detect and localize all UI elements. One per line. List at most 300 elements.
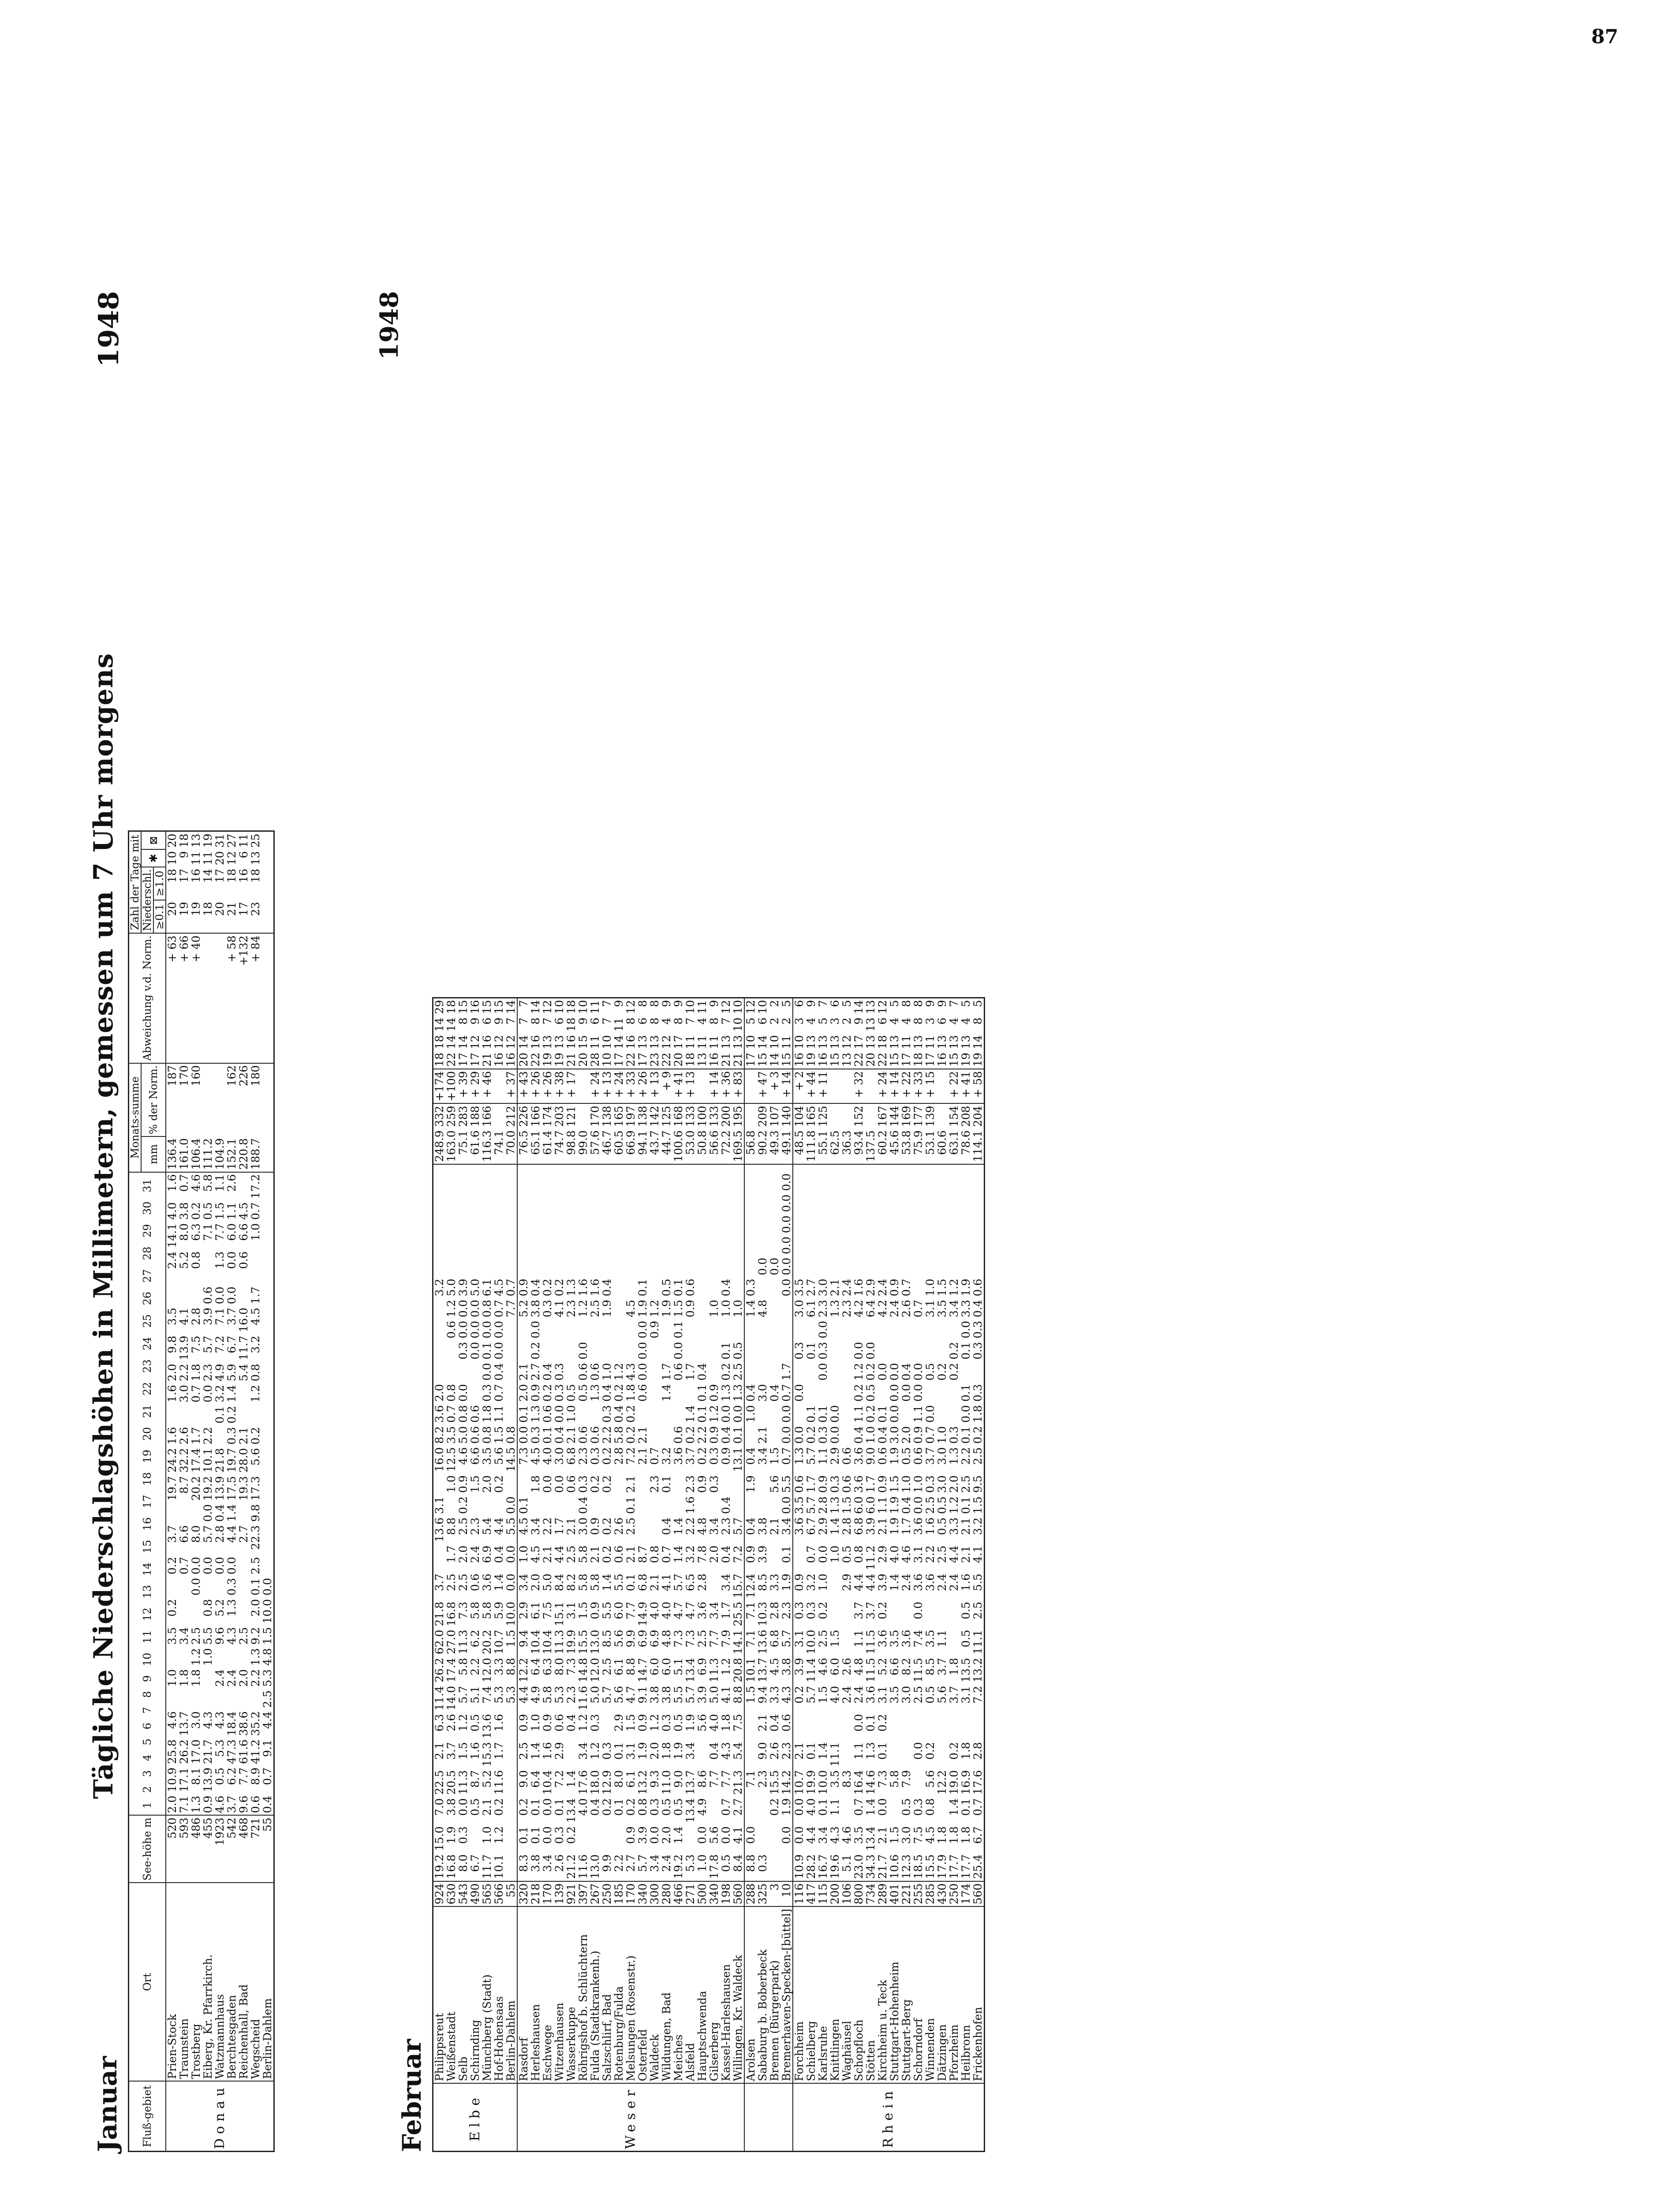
days-box: 12 bbox=[744, 998, 757, 1016]
daily-value bbox=[900, 1319, 912, 1340]
daily-value: 3.7 bbox=[684, 1447, 697, 1465]
daily-value bbox=[757, 1403, 769, 1424]
days-snow: 7 bbox=[517, 1016, 530, 1033]
daily-value bbox=[900, 1712, 912, 1741]
daily-value: 6.8 bbox=[852, 1517, 865, 1535]
daily-value: 2.6 bbox=[445, 1714, 458, 1732]
days-box: 7 bbox=[517, 998, 530, 1016]
daily-value bbox=[577, 1214, 589, 1235]
daily-value: 1.4 bbox=[529, 1742, 542, 1760]
days-box: 8 bbox=[912, 1000, 925, 1007]
daily-value: 0.5 bbox=[672, 1714, 685, 1732]
daily-value: 0.3 bbox=[589, 1714, 601, 1732]
daily-value bbox=[661, 1403, 672, 1424]
days-ge10: 11 bbox=[780, 1035, 793, 1049]
daily-value bbox=[625, 1235, 637, 1256]
daily-value bbox=[613, 1172, 625, 1193]
days-ge10: 18 bbox=[249, 868, 262, 883]
daily-value: 4.5 bbox=[624, 1300, 637, 1318]
percent-of-normal: 165 bbox=[805, 1103, 817, 1129]
river-label: Weser bbox=[517, 2083, 744, 2151]
monthly-sum: 99.0 bbox=[577, 1130, 590, 1155]
percent-of-normal: 208 bbox=[960, 1103, 972, 1129]
daily-value bbox=[769, 1495, 780, 1516]
percent-of-normal bbox=[577, 1103, 589, 1129]
daily-value: 0.4 bbox=[601, 1384, 613, 1402]
daily-value: 0.0 bbox=[213, 1286, 226, 1304]
daily-value bbox=[493, 1214, 505, 1235]
daily-value bbox=[805, 1235, 817, 1256]
daily-value: 5.3 bbox=[684, 1854, 697, 1872]
daily-value bbox=[780, 1853, 793, 1881]
daily-value: 4.3 bbox=[780, 1686, 793, 1704]
header-day: 17 bbox=[141, 1495, 153, 1509]
daily-value: 0.3 bbox=[601, 1405, 613, 1423]
daily-value: 0.7 bbox=[261, 1767, 274, 1785]
days-box: 13 bbox=[190, 833, 202, 848]
daily-value bbox=[817, 1214, 829, 1235]
daily-value: 0.6 bbox=[684, 1278, 697, 1297]
daily-value bbox=[744, 1168, 757, 1172]
deviation-from-normal: +132 bbox=[238, 933, 250, 1063]
daily-value bbox=[565, 1193, 577, 1214]
daily-value bbox=[841, 1172, 853, 1193]
daily-value bbox=[613, 1168, 625, 1172]
daily-value: 6.3 bbox=[433, 1714, 446, 1732]
days-ge10: 15 bbox=[577, 1035, 590, 1049]
daily-value bbox=[433, 1340, 446, 1361]
daily-value: 0.7 bbox=[178, 1172, 190, 1201]
daily-value: 4.5 bbox=[493, 1278, 505, 1297]
daily-value: 2.5 bbox=[249, 1557, 262, 1575]
daily-value: 2.8 bbox=[768, 1601, 781, 1619]
daily-value bbox=[972, 1193, 985, 1214]
daily-value bbox=[769, 1853, 780, 1881]
station-elevation: 300 bbox=[649, 1881, 661, 1907]
daily-value: 0.9 bbox=[636, 1714, 649, 1732]
deviation-from-normal bbox=[261, 933, 274, 1063]
daily-value: 0.9 bbox=[589, 1601, 601, 1619]
daily-value: 2.1 bbox=[636, 1447, 649, 1465]
daily-value: 5.6 bbox=[768, 1475, 781, 1493]
daily-value bbox=[433, 1168, 446, 1172]
days-ge01: 15 bbox=[888, 1053, 901, 1067]
station-name: Münchberg (Stadt) bbox=[481, 1906, 493, 2083]
daily-value: 0.4 bbox=[541, 1363, 554, 1381]
days-ge10: 16 bbox=[481, 1035, 493, 1049]
daily-value bbox=[829, 1193, 841, 1214]
header-day: 26 bbox=[141, 1292, 153, 1305]
daily-value: 1.2 bbox=[720, 1658, 732, 1676]
daily-value bbox=[637, 1164, 649, 1168]
daily-value bbox=[625, 1193, 637, 1214]
daily-value: 0.5 bbox=[864, 1384, 877, 1402]
daily-value: 3.5 bbox=[924, 1629, 937, 1648]
days-ge10: 12 bbox=[469, 1035, 482, 1049]
daily-value bbox=[841, 1193, 853, 1214]
daily-value bbox=[732, 1168, 744, 1172]
days-snow: 4 bbox=[959, 1017, 972, 1025]
daily-value: 0.1 bbox=[624, 1496, 637, 1514]
daily-value: 5.2 bbox=[481, 1770, 493, 1788]
days-box: 8 bbox=[648, 1000, 661, 1007]
daily-value: 2.2 bbox=[178, 1364, 190, 1382]
daily-value: 0.4 bbox=[852, 1426, 865, 1444]
daily-value: 7.3 bbox=[565, 1658, 578, 1676]
daily-value: 19.7 bbox=[225, 1448, 238, 1473]
daily-value: 0.0 bbox=[780, 1405, 793, 1423]
daily-value: 1.4 bbox=[888, 1573, 901, 1592]
daily-value bbox=[625, 1277, 637, 1298]
daily-value: 1.5 bbox=[577, 1601, 590, 1619]
daily-value bbox=[661, 1164, 672, 1168]
daily-value: 0.2 bbox=[601, 1475, 613, 1493]
days-ge01: 13 bbox=[696, 1053, 709, 1067]
daily-value: 0.0 bbox=[696, 1826, 709, 1844]
daily-value bbox=[493, 1172, 505, 1193]
days-ge10: 11 bbox=[696, 1035, 709, 1049]
daily-value: 5.6 bbox=[249, 1448, 262, 1466]
days-ge01: 21 bbox=[225, 902, 238, 916]
monthly-sum: 56.6 bbox=[708, 1130, 721, 1155]
daily-value: 0.4 bbox=[261, 1795, 274, 1813]
daily-value: 38.6 bbox=[237, 1711, 250, 1736]
daily-value: 0.3 bbox=[225, 1578, 238, 1596]
daily-value: 0.1 bbox=[696, 1384, 709, 1402]
daily-value: 9.8 bbox=[249, 1504, 262, 1522]
daily-value: 4.1 bbox=[971, 1545, 984, 1563]
daily-value: 16.7 bbox=[817, 1854, 829, 1879]
deviation-from-normal: + 33 bbox=[625, 1069, 637, 1104]
daily-value: 5.1 bbox=[840, 1854, 853, 1872]
monthly-sum: 98.8 bbox=[565, 1130, 578, 1155]
daily-value: 1.7 bbox=[493, 1742, 505, 1760]
daily-value: 1.4 bbox=[493, 1573, 505, 1592]
daily-value: 17.7 bbox=[948, 1854, 960, 1879]
daily-value: 6.0 bbox=[612, 1601, 625, 1619]
daily-value: 5.5 bbox=[971, 1573, 984, 1592]
daily-value: 7.2 bbox=[624, 1447, 637, 1465]
table-row bbox=[829, 998, 841, 2151]
daily-value: 7.2 bbox=[971, 1686, 984, 1704]
daily-value: 8.0 bbox=[190, 1525, 202, 1543]
station-elevation: 630 bbox=[445, 1881, 457, 1907]
daily-value: 0.9 bbox=[888, 1278, 901, 1297]
days-snow: 6 bbox=[876, 1017, 889, 1025]
daily-value bbox=[613, 1256, 625, 1277]
daily-value bbox=[684, 1235, 696, 1256]
table-row bbox=[541, 998, 553, 2151]
station-name: Traunstein bbox=[178, 1883, 190, 2081]
days-box: 11 bbox=[696, 1000, 709, 1014]
daily-value bbox=[469, 1164, 481, 1168]
daily-value: 0.4 bbox=[768, 1714, 781, 1732]
daily-value: 20.5 bbox=[445, 1770, 458, 1795]
days-ge01: 20 bbox=[672, 1053, 685, 1067]
deviation-from-normal: + 13 bbox=[649, 1069, 661, 1104]
days-box: 18 bbox=[565, 1000, 578, 1014]
daily-value: 0.2 bbox=[852, 1384, 865, 1402]
daily-value: 5.2 bbox=[178, 1251, 190, 1269]
daily-value bbox=[178, 1646, 190, 1667]
table-row bbox=[469, 998, 481, 2151]
daily-value bbox=[661, 1172, 672, 1193]
daily-value: 2.1 bbox=[829, 1278, 841, 1297]
daily-value: 0.0 bbox=[888, 1363, 901, 1381]
table-row bbox=[924, 998, 936, 2151]
daily-value: 2.4 bbox=[166, 1251, 179, 1269]
daily-value: 32.2 bbox=[178, 1448, 190, 1473]
daily-value: 10.9 bbox=[166, 1767, 179, 1792]
daily-value: 1.8 bbox=[948, 1826, 960, 1844]
daily-value bbox=[924, 1164, 936, 1168]
daily-value: 1.2 bbox=[589, 1742, 601, 1760]
daily-value bbox=[936, 1600, 948, 1628]
days-ge10: 13 bbox=[805, 1035, 818, 1049]
daily-value: 5.5 bbox=[612, 1573, 625, 1592]
daily-value: 4.1 bbox=[720, 1686, 732, 1704]
daily-value: 12.0 bbox=[481, 1658, 493, 1682]
daily-value bbox=[505, 1824, 517, 1853]
daily-value: 15.0 bbox=[433, 1826, 446, 1851]
station-name: Berlin-Dahlem bbox=[505, 1906, 517, 2083]
days-snow: 10 bbox=[166, 851, 179, 865]
daily-value bbox=[732, 1164, 744, 1168]
daily-value: 4.6 bbox=[166, 1711, 179, 1729]
daily-value: 1.8 bbox=[529, 1475, 542, 1493]
daily-value bbox=[793, 1164, 805, 1168]
daily-value bbox=[684, 1214, 696, 1235]
station-elevation: 106 bbox=[841, 1881, 853, 1907]
daily-value bbox=[577, 1168, 589, 1172]
table-row bbox=[493, 998, 505, 2151]
daily-value bbox=[972, 1172, 985, 1193]
daily-value bbox=[793, 1544, 805, 1572]
daily-value: 2.0 bbox=[433, 1384, 446, 1402]
daily-value: 0.1 bbox=[481, 1342, 493, 1360]
daily-value: 4.8 bbox=[696, 1517, 709, 1535]
header-day: 31 bbox=[141, 1179, 153, 1192]
daily-value bbox=[936, 1168, 948, 1172]
daily-value bbox=[672, 1473, 684, 1495]
daily-value: 6.4 bbox=[529, 1658, 542, 1676]
daily-value: 2.4 bbox=[660, 1854, 673, 1872]
daily-value: 3.8 bbox=[756, 1517, 769, 1535]
daily-value bbox=[553, 1319, 565, 1340]
deviation-from-normal: + 37 bbox=[505, 1069, 517, 1104]
daily-value: 1.9 bbox=[684, 1714, 697, 1732]
daily-value: 1.3 bbox=[948, 1447, 960, 1465]
daily-value bbox=[517, 1168, 530, 1172]
days-ge01: 13 bbox=[840, 1053, 853, 1067]
daily-value bbox=[936, 1256, 948, 1277]
days-snow: 8 bbox=[971, 1017, 984, 1025]
daily-value: 1.5 bbox=[744, 1684, 757, 1712]
daily-value: 16.0 bbox=[433, 1447, 446, 1472]
monthly-sum: 48.5 bbox=[793, 1129, 805, 1164]
daily-value: 3.9 bbox=[793, 1656, 805, 1684]
daily-value bbox=[190, 1285, 202, 1306]
days-ge10: 10 bbox=[793, 1033, 805, 1051]
daily-value: 5.3 bbox=[553, 1686, 566, 1704]
daily-value: 2.5 bbox=[817, 1629, 829, 1648]
days-box: 5 bbox=[840, 1000, 853, 1007]
daily-value: 5.8 bbox=[577, 1545, 590, 1563]
daily-value: 3.7 bbox=[924, 1447, 937, 1465]
daily-value: 4.4 bbox=[553, 1545, 566, 1563]
daily-value: 13.9 bbox=[178, 1335, 190, 1360]
daily-value bbox=[238, 1278, 250, 1281]
daily-value: 0.7 bbox=[648, 1447, 661, 1465]
station-name: Fulda (Stadtkrankenh.) bbox=[589, 1906, 601, 2083]
daily-value: 0.1 bbox=[636, 1278, 649, 1297]
deviation-from-normal: + 41 bbox=[672, 1069, 684, 1104]
station-elevation: 800 bbox=[853, 1881, 865, 1907]
percent-of-normal: 140 bbox=[780, 1103, 793, 1129]
daily-value: 3.5 bbox=[936, 1300, 948, 1318]
daily-value bbox=[972, 1214, 985, 1235]
daily-value: 0.0 bbox=[900, 1384, 913, 1402]
days-ge10: 13 bbox=[636, 1035, 649, 1049]
daily-value: 2.1 bbox=[793, 1740, 805, 1768]
daily-value bbox=[972, 1361, 985, 1383]
daily-value: 4.2 bbox=[876, 1300, 889, 1318]
daily-value bbox=[972, 1164, 985, 1168]
days-ge01: 17 bbox=[744, 1051, 757, 1069]
daily-value: 0.4 bbox=[971, 1300, 984, 1318]
daily-value: 7.2 bbox=[732, 1545, 744, 1563]
daily-value bbox=[757, 1164, 769, 1168]
daily-value bbox=[505, 1361, 517, 1383]
daily-value bbox=[960, 1172, 972, 1193]
daily-value bbox=[924, 1168, 936, 1172]
deviation-from-normal: + 41 bbox=[960, 1069, 972, 1104]
days-snow: 11 bbox=[612, 1017, 625, 1032]
monthly-sum: 66.9 bbox=[624, 1130, 637, 1155]
river-label: Elbe bbox=[433, 2083, 518, 2151]
days-snow: 8 bbox=[672, 1017, 685, 1025]
daily-value: 1.9 bbox=[660, 1300, 673, 1318]
daily-value bbox=[613, 1473, 625, 1495]
daily-value: 0.1 bbox=[720, 1342, 732, 1360]
daily-value: 6.9 bbox=[696, 1658, 709, 1676]
daily-value bbox=[493, 1235, 505, 1256]
days-ge10: 13 bbox=[541, 1035, 554, 1049]
daily-value bbox=[960, 1214, 972, 1235]
daily-value: 0.6 bbox=[469, 1426, 482, 1444]
daily-value: 0.5 bbox=[900, 1798, 913, 1816]
daily-value bbox=[877, 1168, 889, 1172]
daily-value: 1.0 bbox=[517, 1544, 530, 1572]
daily-value: 5.6 bbox=[708, 1826, 721, 1844]
days-ge10: 14 bbox=[517, 1033, 530, 1051]
station-name: Rasdorf bbox=[517, 1906, 530, 2083]
daily-value bbox=[948, 1172, 960, 1193]
daily-value bbox=[505, 1256, 517, 1277]
daily-value bbox=[900, 1256, 912, 1277]
header-day: 25 bbox=[141, 1314, 153, 1328]
daily-value bbox=[769, 1824, 780, 1853]
daily-value: 11.3 bbox=[553, 1629, 566, 1655]
days-ge10: 17 bbox=[178, 868, 190, 883]
daily-value: 0.2 bbox=[720, 1363, 732, 1381]
station-elevation: 417 bbox=[805, 1881, 817, 1907]
daily-value: 11.4 bbox=[433, 1686, 446, 1711]
daily-value: 19.2 bbox=[672, 1854, 685, 1879]
days-ge01: 19 bbox=[190, 902, 202, 916]
daily-value bbox=[457, 1193, 469, 1214]
daily-value bbox=[672, 1168, 684, 1172]
daily-value: 0.6 bbox=[445, 1321, 458, 1338]
days-ge10: 16 bbox=[190, 868, 202, 883]
daily-value: 2.2 bbox=[959, 1447, 972, 1465]
daily-value bbox=[214, 1689, 226, 1710]
table-row bbox=[214, 831, 226, 2152]
days-ge10: 14 bbox=[612, 1035, 625, 1049]
days-ge10: 12 bbox=[840, 1035, 853, 1049]
daily-value bbox=[720, 1193, 732, 1214]
daily-value: 3.9 bbox=[636, 1826, 649, 1844]
daily-value bbox=[565, 1319, 577, 1340]
page-number: 87 bbox=[1591, 26, 1618, 48]
daily-value bbox=[178, 1274, 190, 1278]
deviation-from-normal bbox=[577, 1069, 589, 1104]
days-snow: 14 bbox=[445, 1017, 458, 1032]
daily-value bbox=[541, 1164, 553, 1168]
daily-value bbox=[613, 1340, 625, 1361]
daily-value: 0.0 bbox=[636, 1363, 649, 1381]
daily-value bbox=[889, 1797, 900, 1825]
daily-value: 0.5 bbox=[720, 1854, 732, 1872]
daily-value: 17.4 bbox=[445, 1658, 458, 1682]
daily-value: 2.5 bbox=[732, 1363, 744, 1381]
daily-value bbox=[696, 1214, 708, 1235]
precipitation-table-januar bbox=[128, 830, 275, 2152]
daily-value: 0.3 bbox=[971, 1321, 984, 1338]
daily-value bbox=[769, 1172, 780, 1193]
daily-value: 2.6 bbox=[768, 1742, 781, 1760]
daily-value bbox=[261, 1172, 274, 1201]
daily-value: 47.3 bbox=[225, 1739, 238, 1764]
table-row bbox=[433, 998, 446, 2151]
daily-value bbox=[178, 1271, 190, 1274]
daily-value: 10.1 bbox=[493, 1854, 505, 1879]
deviation-from-normal: + 14 bbox=[780, 1069, 793, 1104]
daily-value: 1.5 bbox=[504, 1629, 517, 1648]
daily-value bbox=[924, 1193, 936, 1214]
daily-value: 0.0 bbox=[817, 1363, 829, 1381]
daily-value bbox=[900, 1740, 912, 1768]
daily-value: 4.0 bbox=[541, 1447, 554, 1465]
daily-value: 1.4 bbox=[565, 1770, 578, 1788]
daily-value: 5.8 bbox=[612, 1426, 625, 1444]
daily-value: 0.6 bbox=[469, 1405, 482, 1423]
daily-value bbox=[744, 1214, 757, 1235]
daily-value bbox=[744, 1361, 757, 1383]
daily-value: 2.6 bbox=[612, 1517, 625, 1535]
daily-value: 13.5 bbox=[959, 1658, 972, 1682]
table-body-februar bbox=[433, 998, 985, 2151]
daily-value: 8.4 bbox=[732, 1854, 744, 1872]
days-box: 9 bbox=[805, 1000, 818, 1007]
daily-value bbox=[202, 1274, 214, 1278]
table-row bbox=[649, 998, 661, 2151]
daily-value: 3.6 bbox=[876, 1629, 889, 1648]
daily-value: 2.8 bbox=[213, 1525, 226, 1543]
header-day: 1 bbox=[141, 1801, 153, 1809]
daily-value bbox=[696, 1164, 708, 1168]
daily-value: 3.8 bbox=[780, 1658, 793, 1676]
